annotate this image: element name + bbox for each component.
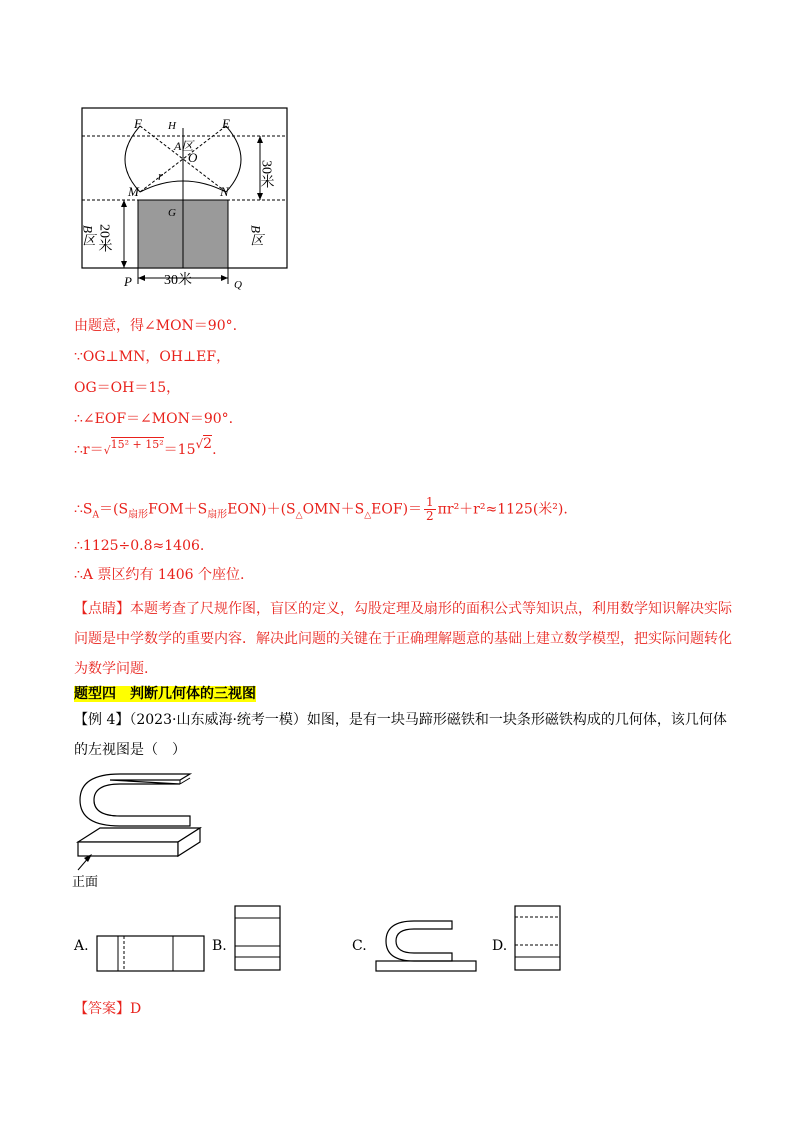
comment-paragraph: [74, 594, 734, 684]
answer-line: 【答案】D: [74, 1001, 142, 1017]
option-c-figure: [374, 915, 484, 975]
option-b-figure: [234, 905, 284, 975]
label-Q: Q: [234, 279, 242, 291]
label-P: P: [124, 274, 132, 289]
section-heading: 题型四 判断几何体的三视图: [74, 686, 256, 702]
stadium-diagram: [80, 100, 300, 295]
comment-tag: 【点睛】: [74, 601, 130, 617]
label-B-left: B区: [80, 225, 96, 246]
comment-text: 本题考查了尺规作图，盲区的定义，勾股定理及扇形的面积公式等知识点，利用数学知识解决实际问题是中学数学的重要内容．解决此问题的关键在于正确理解题意的基础上建立数学模型，把实际问题转化为数学问题.: [74, 601, 732, 677]
label-N: N: [220, 184, 229, 199]
solution-line-5: ∴r＝√$^{15^2 + 15^2}$＝15√2.: [74, 436, 217, 458]
option-a-figure: [96, 935, 206, 975]
option-d-figure: [514, 905, 564, 975]
fraction-one-half: $\frac{1}{2}$: [426, 495, 434, 523]
dim-30m-right: 30米: [258, 160, 274, 188]
label-M: M: [128, 184, 139, 199]
option-c-label: C.: [352, 938, 367, 954]
solution-line-4: ∴∠EOF＝∠MON＝90°.: [74, 411, 234, 427]
label-E: E: [222, 116, 230, 131]
option-a-label: A.: [74, 938, 89, 954]
label-F: F: [134, 116, 142, 131]
option-d-label: D.: [492, 938, 508, 954]
solution-line-2: ∵OG⊥MN，OH⊥EF，: [74, 349, 231, 365]
label-r: r: [158, 168, 164, 183]
label-O: O: [188, 150, 198, 165]
solution-line-3: OG＝OH＝15，: [74, 380, 181, 396]
label-B-right: B区: [248, 225, 264, 246]
solution-line-7: ∴1125÷0.8≈1406.: [74, 538, 205, 554]
front-label: 正面: [72, 874, 99, 889]
magnet-solid-figure: [70, 770, 220, 890]
example-question: 【例 4】（2023·山东威海·统考一模）如图，是有一块马蹄形磁铁和一块条形磁铁构成的几何体，该几何体的左视图是（ ）: [74, 712, 727, 758]
solution-line-8: ∴A 票区约有 1406 个座位.: [74, 567, 245, 583]
solution-line-6: $\therefore S_A=(S_{扇形}FOM+S_{扇形}EON)+(S_\triangle OMN+S_\triangle EOF)=$ $\frac{1}{2}$ πr²＋r²≈1125(米²).: [74, 495, 568, 523]
dim-20m-left: 20米: [96, 224, 112, 252]
solution-line-1: 由题意，得∠MON＝90°.: [74, 318, 238, 334]
label-A-zone: A区: [174, 139, 194, 153]
label-G: G: [168, 207, 176, 219]
option-b-label: B.: [212, 938, 227, 954]
dim-30m-bottom: 30米: [164, 273, 192, 288]
label-H: H: [168, 120, 176, 132]
